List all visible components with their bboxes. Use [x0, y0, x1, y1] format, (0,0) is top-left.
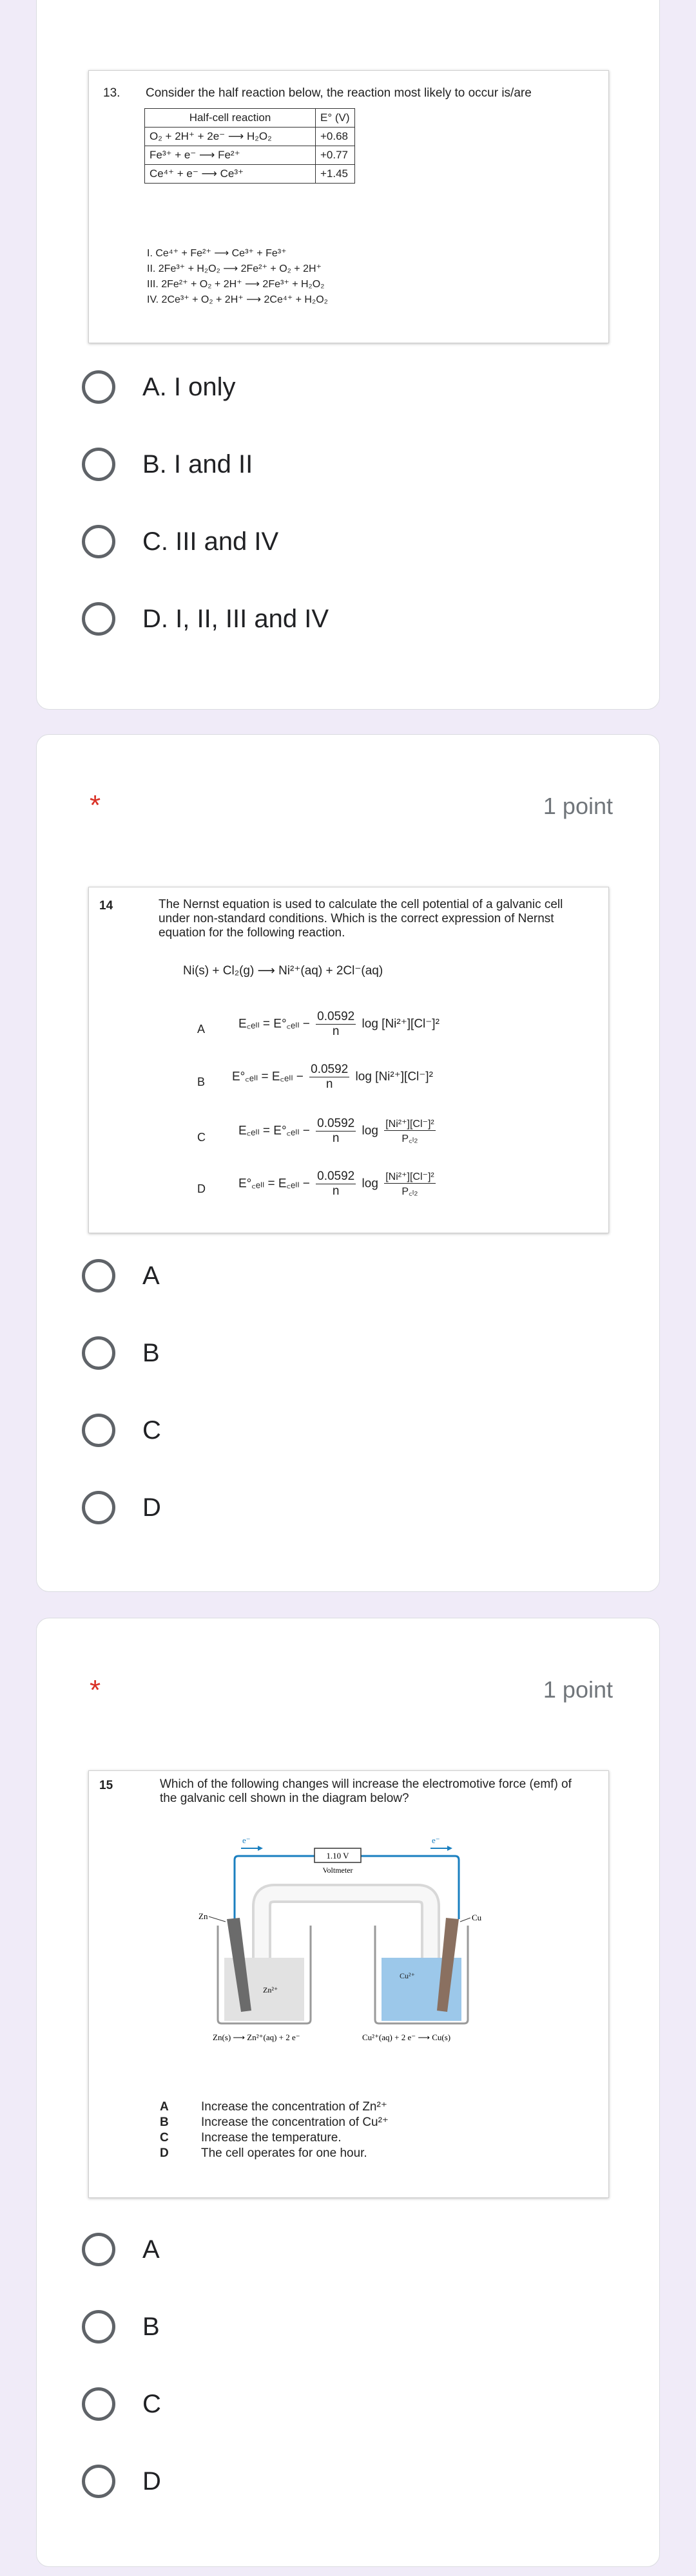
- question-image-15: [88, 1770, 609, 2198]
- table-cell: +0.77: [316, 146, 355, 165]
- question-number: 13.: [103, 86, 121, 100]
- statement: II. 2Fe³⁺ + H₂O₂ ⟶ 2Fe²⁺ + O₂ + 2H⁺: [147, 263, 322, 274]
- arrowhead-icon: [258, 1846, 263, 1851]
- radio-button[interactable]: [82, 448, 115, 481]
- statement: III. 2Fe²⁺ + O₂ + 2H⁺ ⟶ 2Fe³⁺ + H₂O₂: [147, 279, 325, 290]
- cathode-pointer: [460, 1918, 470, 1922]
- option-label: C: [142, 1416, 161, 1444]
- table-cell: Fe³⁺ + e⁻ ⟶ Fe²⁺: [145, 146, 316, 165]
- option-b[interactable]: [82, 2306, 160, 2347]
- anode-label: Zn: [198, 1911, 208, 1921]
- option-d[interactable]: [82, 598, 329, 639]
- choice-text: Increase the concentration of Zn²⁺: [201, 2100, 387, 2114]
- log-denominator: P꜀ₗ₂: [401, 1133, 418, 1144]
- radio-button[interactable]: [82, 1491, 115, 1524]
- choice-text: Increase the temperature.: [201, 2131, 342, 2145]
- table-header: Half-cell reaction: [145, 109, 316, 128]
- table-cell: Ce⁴⁺ + e⁻ ⟶ Ce³⁺: [145, 165, 316, 184]
- statement: I. Ce⁴⁺ + Fe²⁺ ⟶ Ce³⁺ + Fe³⁺: [147, 248, 287, 259]
- nernst-formula-c: E꜀ₑₗₗ = E°꜀ₑₗₗ − $\frac{0.0592}{n}$ log $\frac{\text{[Ni²⁺][Cl⁻]²}}{\text{P꜀ₗ₂}}$: [238, 1117, 434, 1145]
- radio-button[interactable]: [82, 525, 115, 558]
- choice-list: [160, 2099, 389, 2161]
- option-c[interactable]: [82, 1410, 161, 1451]
- formula-log: log [Ni²⁺][Cl⁻]²: [355, 1070, 433, 1084]
- radio-button[interactable]: [82, 602, 115, 636]
- electron-label-left: e⁻: [242, 1835, 251, 1845]
- nernst-formula-a: [238, 1010, 440, 1039]
- voltmeter-label: Voltmeter: [322, 1866, 353, 1875]
- points-label: 1 point: [543, 793, 613, 819]
- choice-letter: A: [197, 1023, 206, 1036]
- salt-bridge-inner: [262, 1893, 430, 1964]
- required-asterisk: *: [90, 1674, 101, 1706]
- question-image-14: [88, 887, 609, 1233]
- choice-letter: B: [197, 1075, 206, 1088]
- radio-button[interactable]: [82, 2310, 115, 2344]
- option-label: C: [142, 2389, 161, 2418]
- question-text: Consider the half reaction below, the reaction most likely to occur is/are: [146, 86, 532, 100]
- formula-lhs: E꜀ₑₗₗ = E°꜀ₑₗₗ −: [238, 1124, 310, 1138]
- fraction-denominator: n: [325, 1077, 333, 1091]
- formula-log: log [Ni²⁺][Cl⁻]²: [362, 1017, 440, 1031]
- fraction: [309, 1063, 349, 1092]
- choice-letter: A: [160, 2100, 169, 2114]
- zn-ion-label: Zn²⁺: [263, 1985, 278, 1994]
- option-label: D: [142, 2467, 161, 2496]
- question-number: 15: [99, 1779, 113, 1792]
- fraction-numerator: 0.0592: [311, 1063, 349, 1076]
- option-b[interactable]: [82, 444, 253, 485]
- option-label: A: [142, 2235, 160, 2264]
- option-label: B: [142, 2312, 160, 2341]
- log-fraction: [384, 1117, 436, 1145]
- question-number: 14: [99, 899, 113, 913]
- fraction-denominator: n: [332, 1132, 340, 1145]
- option-label: B. I and II: [142, 450, 253, 478]
- fraction-denominator: n: [332, 1184, 340, 1198]
- formula-lhs: E꜀ₑₗₗ = E°꜀ₑₗₗ −: [238, 1017, 310, 1031]
- choice-letter: D: [197, 1182, 206, 1195]
- fraction-denominator: n: [332, 1025, 340, 1038]
- formula-lhs: E°꜀ₑₗₗ = E꜀ₑₗₗ −: [232, 1070, 304, 1084]
- salt-bridge: [262, 1893, 430, 1964]
- anode-half-equation: Zn(s) ⟶ Zn²⁺(aq) + 2 e⁻: [213, 2032, 300, 2042]
- required-asterisk: *: [90, 790, 101, 821]
- electron-label-right: e⁻: [432, 1835, 440, 1845]
- cathode-half-equation: Cu²⁺(aq) + 2 e⁻ ⟶ Cu(s): [362, 2032, 451, 2042]
- fraction-numerator: 0.0592: [317, 1170, 355, 1183]
- question-card-13: [36, 0, 660, 710]
- cathode-label: Cu: [472, 1913, 482, 1922]
- option-c[interactable]: [82, 2383, 161, 2425]
- choice-letter: C: [197, 1131, 206, 1144]
- option-d[interactable]: [82, 2461, 161, 2502]
- log-numerator: [Ni²⁺][Cl⁻]²: [385, 1171, 434, 1182]
- option-label: A: [142, 1261, 160, 1290]
- nernst-formula-d: E°꜀ₑₗₗ = E꜀ₑₗₗ − $\frac{0.0592}{n}$ log $\frac{\text{[Ni²⁺][Cl⁻]²}}{\text{P꜀ₗ₂}}$: [238, 1170, 434, 1198]
- option-label: D: [142, 1493, 161, 1522]
- anode-pointer: [209, 1917, 226, 1922]
- table-header: E° (V): [316, 109, 355, 128]
- option-a[interactable]: [82, 2229, 160, 2270]
- radio-button[interactable]: [82, 2233, 115, 2266]
- radio-button[interactable]: [82, 2387, 115, 2421]
- question-image-13: [88, 70, 609, 343]
- option-label: A. I only: [142, 372, 236, 401]
- question-text: The Nernst equation is used to calculate the cell potential of a galvanic cell under non-standard conditions. Which is the correct expression of Nernst equation for the following reaction.: [159, 898, 563, 940]
- radio-button[interactable]: [82, 2465, 115, 2498]
- statement: IV. 2Ce³⁺ + O₂ + 2H⁺ ⟶ 2Ce⁴⁺ + H₂O₂: [147, 294, 328, 305]
- radio-button[interactable]: [82, 1336, 115, 1370]
- fraction-numerator: 0.0592: [317, 1010, 355, 1023]
- cu-ion-label: Cu²⁺: [400, 1971, 415, 1980]
- choice-row: [160, 2115, 389, 2130]
- option-c[interactable]: [82, 521, 278, 562]
- reaction-equation: Ni(s) + Cl₂(g) ⟶ Ni²⁺(aq) + 2Cl⁻(aq): [183, 964, 383, 978]
- option-label: C. III and IV: [142, 527, 279, 556]
- formula-lhs: E°꜀ₑₗₗ = E꜀ₑₗₗ −: [238, 1177, 310, 1191]
- fraction: [316, 1117, 356, 1146]
- table-cell: O₂ + 2H⁺ + 2e⁻ ⟶ H₂O₂: [145, 128, 316, 146]
- question-card-14: [36, 734, 660, 1592]
- choice-row: [160, 2146, 389, 2161]
- choice-text: The cell operates for one hour.: [201, 2146, 367, 2160]
- statement-list: [147, 246, 328, 308]
- radio-button[interactable]: [82, 370, 115, 404]
- option-a[interactable]: [82, 366, 236, 408]
- option-b[interactable]: [82, 1332, 160, 1374]
- question-text: Which of the following changes will increase the electromotive force (emf) of the galvanic cell shown in the diagram below?: [160, 1777, 572, 1805]
- radio-button[interactable]: [82, 1259, 115, 1293]
- choice-letter: D: [160, 2146, 169, 2160]
- voltmeter-reading: 1.10 V: [326, 1851, 349, 1861]
- fraction-numerator: 0.0592: [317, 1117, 355, 1130]
- half-cell-table: [144, 108, 355, 184]
- log-numerator: [Ni²⁺][Cl⁻]²: [385, 1119, 434, 1130]
- nernst-formula-b: [232, 1063, 433, 1092]
- option-d[interactable]: [82, 1487, 161, 1528]
- arrowhead-icon: [447, 1846, 452, 1851]
- log-denominator: P꜀ₗ₂: [401, 1186, 418, 1197]
- option-label: D. I, II, III and IV: [142, 604, 329, 633]
- galvanic-cell-diagram: [89, 1829, 610, 2099]
- fraction: [316, 1170, 356, 1198]
- choice-row: [160, 2130, 389, 2146]
- question-card-15: [36, 1618, 660, 2567]
- table-cell: +0.68: [316, 128, 355, 146]
- option-label: B: [142, 1338, 160, 1367]
- choice-row: [160, 2099, 389, 2115]
- option-a[interactable]: [82, 1255, 160, 1296]
- points-label: 1 point: [543, 1676, 613, 1703]
- choice-letter: C: [160, 2131, 169, 2145]
- choice-text: Increase the concentration of Cu²⁺: [201, 2116, 389, 2129]
- radio-button[interactable]: [82, 1414, 115, 1447]
- log-fraction: [384, 1170, 436, 1198]
- table-cell: +1.45: [316, 165, 355, 184]
- choice-letter: B: [160, 2116, 169, 2129]
- fraction: [316, 1010, 356, 1039]
